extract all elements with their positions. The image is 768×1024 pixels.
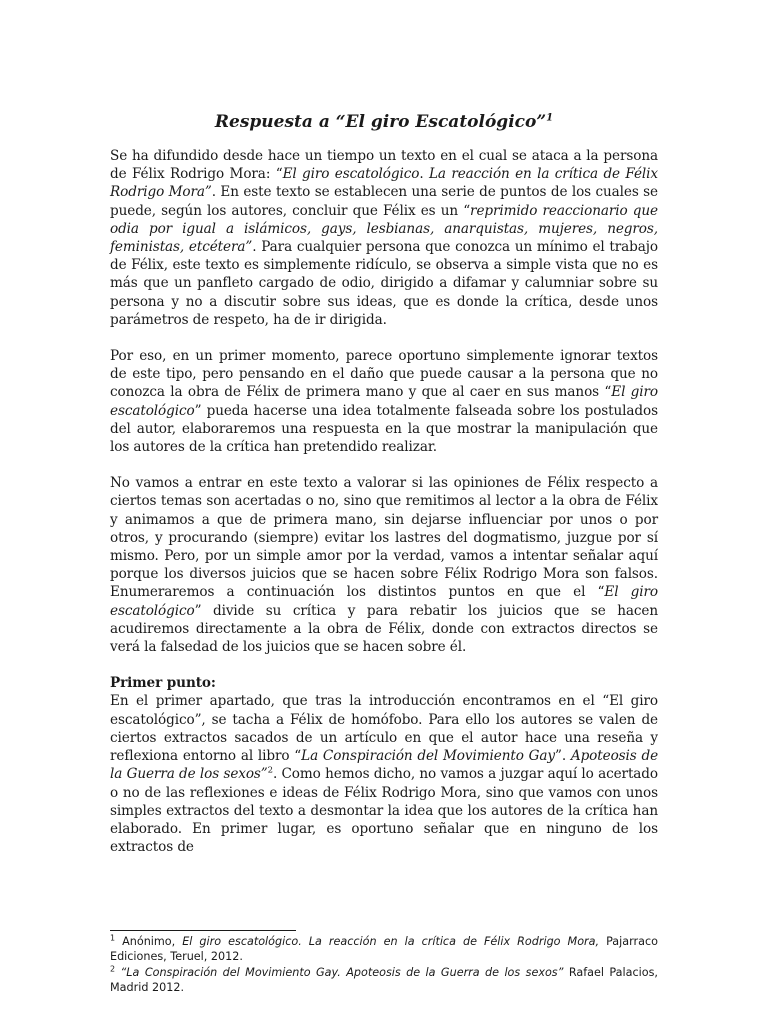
paragraph-1: Se ha difundido desde hace un tiempo un texto en el cual se ataca a la persona de Félix Rodrigo Mora: “El giro escatológico. La reacción en la crítica de Félix Rodrigo Mora”. En este texto se establecen una serie de puntos de los cuales se puede, según los autores, concluir que Félix es un “reprimido reaccionario que odia por igual a islámicos, gays, lesbianas, anarquistas, mujeres, negros, feministas, etcétera”. Para cualquier persona que conozca un mínimo el trabajo de Félix, este texto es simplemente ridículo, se observa a simple vista que no es más que un panfleto cargado de odio, dirigido a difamar y calumniar sobre su persona y no a discutir sobre sus ideas, que es donde la crítica, desde unos parámetros de respeto, ha de ir dirigida.	[110, 148, 659, 328]
paragraph-3: No vamos a entrar en este texto a valorar si las opiniones de Félix respecto a ciertos temas son acertadas o no, sino que remitimos al lector a la obra de Félix y animamos a que de primera mano, sin dejarse influenciar por unos o por otros, y procurando (siempre) evitar los lastres del dogmatismo, juzgue por sí mismo. Pero, por un simple amor por la verdad, vamos a intentar señalar aquí porque los diversos juicios que se hacen sobre Félix Rodrigo Mora son falsos. Enumeraremos a continuación los distintos puntos en que el “El giro escatológico” divide su crítica y para rebatir los juicios que se hacen acudiremos directamente a la obra de Félix, donde con extractos directos se verá la falsedad de los juicios que se hacen sobre él.	[110, 475, 659, 656]
page-title: Respuesta a “El giro Escatológico”$^1$	[214, 112, 554, 132]
paragraph-2: Por eso, en un primer momento, parece oportuno simplemente ignorar textos de este tipo, pero pensando en el daño que puede causar a la persona que no conozca la obra de Félix de primera mano y que al caer en sus manos “El giro escatológico” pueda hacerse una idea totalmente falseada sobre los postulados del autor, elaboraremos una respuesta en la que mostrar la manipulación que los autores de la crítica han pretendido realizar.	[110, 348, 659, 456]
footnote-2: $^2$ “La Conspiración del Movimiento Gay. Apoteosis de la Guerra de los sexos” Rafael Palacios, Madrid 2012.	[110, 964, 658, 994]
footnote-divider	[110, 930, 296, 931]
paragraph-4: Primer punto: En el primer apartado, que tras la introducción encontramos en el “El giro escatológico”, se tacha a Félix de homófobo. Para ello los autores se valen de ciertos extractos sacados de un artículo en que el autor hace una reseña y reflexiona entorno al libro “La Conspiración del Movimiento Gay”. Apoteosis de la Guerra de los sexos”$^2$. Como hemos dicho, no vamos a juzgar aquí lo acertado o no de las reflexiones e ideas de Félix Rodrigo Mora, sino que vamos con unos simples extractos del texto a desmontar la idea que los autores de la crítica han elaborado. En primer lugar, es oportuno señalar que en ninguno de los extractos de	[110, 675, 659, 856]
footnotes	[110, 930, 658, 997]
footnote-1: $^1$ Anónimo, El giro escatológico. La reacción en la crítica de Félix Rodrigo Mora, Pajarraco Ediciones, Teruel, 2012.	[110, 933, 658, 963]
section-heading: Primer punto:	[110, 675, 216, 692]
footnote-ref-1: 1	[546, 112, 554, 124]
footnote-ref-2: 2	[267, 765, 273, 776]
document-body	[110, 111, 658, 874]
